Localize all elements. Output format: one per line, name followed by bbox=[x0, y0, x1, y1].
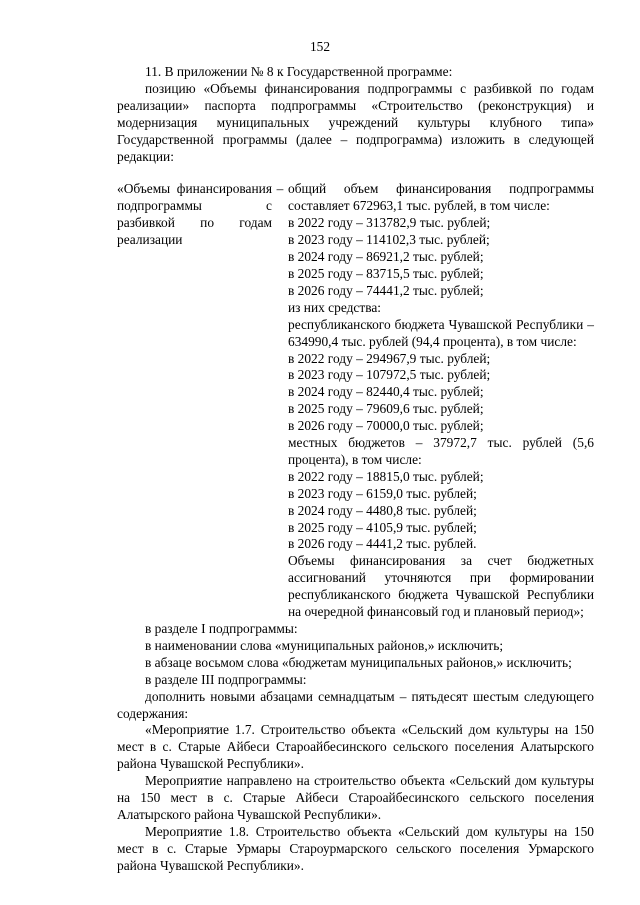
funding-table-label bbox=[117, 181, 272, 621]
document-body bbox=[117, 64, 594, 875]
paragraph-measure-1-8: Мероприятие 1.8. Строительство объекта «Сельский дом культуры на 150 мест в с. Старые Урмары Староурмарского сельского поселения Урмарского района Чувашской Республики». bbox=[117, 823, 594, 873]
funding-line: в 2022 году – 18815,0 тыс. рублей; bbox=[288, 468, 484, 484]
funding-line: местных бюджетов – 37972,7 тыс. рублей (5,6 процента), в том числе: bbox=[288, 435, 594, 467]
paragraph-item-11: 11. В приложении № 8 к Государственной программе: bbox=[145, 64, 453, 79]
paragraph-measure-1-7: «Мероприятие 1.7. Строительство объекта «Сельский дом культуры на 150 мест в с. Старые Айбеси Староайбесинского сельского поселения Алатырского района Чувашской Республики». bbox=[117, 722, 594, 772]
funding-label-text: «Объемы финансирования подпрограммы с разбивкой по годам реализации bbox=[117, 181, 272, 248]
page-number: 152 bbox=[309, 39, 331, 54]
funding-line: в 2024 году – 4480,8 тыс. рублей; bbox=[288, 502, 477, 518]
funding-line: из них средства: bbox=[288, 299, 382, 315]
funding-line: в 2023 году – 107972,5 тыс. рублей; bbox=[288, 367, 491, 383]
funding-line: в 2026 году – 70000,0 тыс. рублей; bbox=[288, 418, 484, 434]
paragraph-position: позицию «Объемы финансирования подпрограммы с разбивкой по годам реализации» паспорта подпрограммы «Строительство (реконструкция) и модернизация муниципальных учреждений культуры клубного типа» Государственной программы (далее – подпрограмма) изложить в следующей редакции: bbox=[117, 80, 594, 164]
funding-line: республиканского бюджета Чувашской Республики – 634990,4 тыс. рублей (94,4 процента), в том числе: bbox=[288, 316, 594, 349]
paragraph-section-1: в разделе I подпрограммы: bbox=[145, 621, 298, 636]
funding-line: в 2025 году – 83715,5 тыс. рублей; bbox=[288, 265, 484, 281]
funding-line: в 2025 году – 79609,6 тыс. рублей; bbox=[288, 401, 484, 417]
funding-table-values bbox=[288, 181, 594, 621]
funding-line: в 2023 году – 114102,3 тыс. рублей; bbox=[288, 232, 490, 248]
paragraph-eighth: в абзаце восьмом слова «бюджетам муниципальных районов,» исключить; bbox=[145, 654, 572, 670]
funding-line: Объемы финансирования за счет бюджетных ассигнований уточняются при формировании республиканского бюджета Чувашской Республики на очередной финансовый год и плановый период»; bbox=[288, 553, 594, 620]
paragraph-supplement: дополнить новыми абзацами семнадцатым – пятьдесят шестым следующего содержания: bbox=[117, 688, 594, 721]
funding-table bbox=[117, 181, 594, 621]
funding-line: в 2025 году – 4105,9 тыс. рублей; bbox=[288, 519, 477, 535]
funding-table-dash: – bbox=[276, 181, 284, 197]
paragraph-measure-1-7-purpose: Мероприятие направлено на строительство объекта «Сельский дом культуры на 150 мест в с. Старые Айбеси Староайбесинского сельского поселения Алатырского района Чувашской Республики». bbox=[117, 773, 594, 822]
funding-line: в 2022 году – 313782,9 тыс. рублей; bbox=[288, 215, 491, 231]
funding-line: в 2024 году – 82440,4 тыс. рублей; bbox=[288, 384, 484, 400]
funding-line: общий объем финансирования подпрограммы составляет 672963,1 тыс. рублей, в том числе: bbox=[288, 181, 594, 214]
funding-line: в 2023 году – 6159,0 тыс. рублей; bbox=[288, 485, 477, 501]
funding-line: в 2024 году – 86921,2 тыс. рублей; bbox=[288, 249, 484, 265]
paragraph-section-3: в разделе III подпрограммы: bbox=[145, 671, 307, 687]
funding-line: в 2026 году – 4441,2 тыс. рублей. bbox=[288, 536, 477, 552]
paragraph-naming: в наименовании слова «муниципальных районов,» исключить; bbox=[145, 637, 504, 653]
funding-line: в 2022 году – 294967,9 тыс. рублей; bbox=[288, 350, 491, 366]
funding-line: в 2026 году – 74441,2 тыс. рублей; bbox=[288, 282, 484, 298]
